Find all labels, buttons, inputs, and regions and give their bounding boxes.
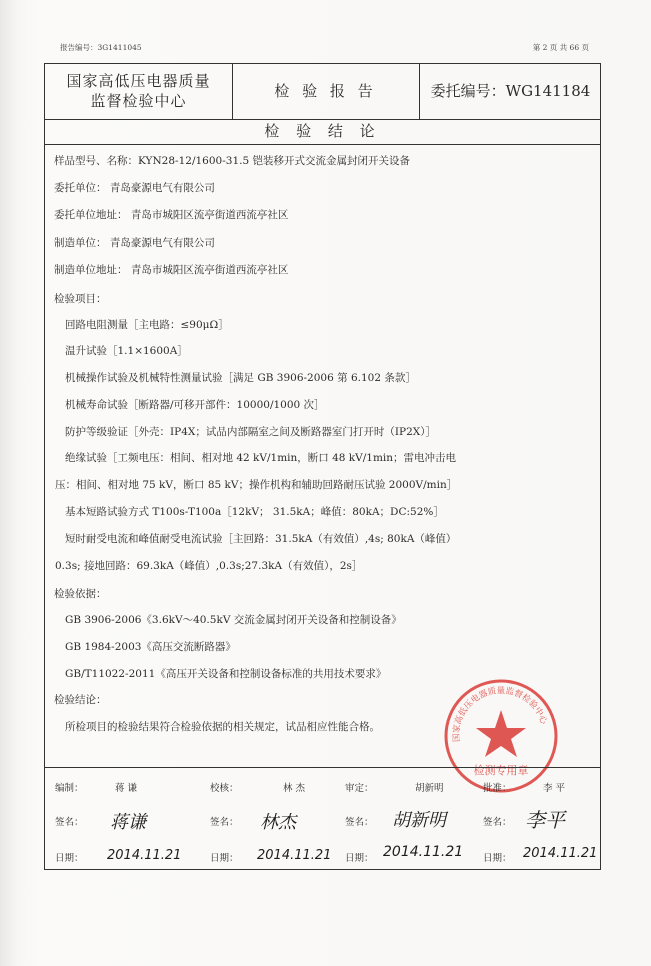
basis-1: GB 3906-2006《3.6kV～40.5kV 交流金属封闭开关设备和控制设备》 [65,614,402,626]
signature-block [45,767,600,872]
conclusion-text: 所检项目的检验结果符合检验依据的相关规定，试品相应性能合格。 [65,721,380,733]
maker-address-line: 制造单位地址： 青岛市城阳区流亭街道西流亭社区 [54,264,289,276]
item-withstand-1: 短时耐受电流和峰值耐受电流试验［主回路：31.5kA（有效值）,4s; 80kA（峰值） [65,533,457,545]
handwritten-signature-3: 胡新明 [392,810,446,831]
sign-label-3: 签名： [345,817,374,828]
date-label-4: 日期： [483,853,512,864]
client-address-line: 委托单位地址： 青岛市城阳区流亭街道西流亭社区 [54,209,289,221]
compile-name: 蒋 谦 [115,783,138,794]
proof-name: 林 杰 [283,783,306,794]
stamp-label: 检测专用章 [473,764,529,777]
date-label-3: 日期： [345,853,374,864]
report-number: 报告编号：3G1411045 [60,43,142,52]
items-label: 检验项目： [54,293,107,305]
entrust-number: 委托编号：WG141184 [430,82,591,100]
item-short-circuit: 基本短路试验方式 T100s-T100a［12kV； 31.5kA；峰值：80kA；DC:52%］ [65,506,444,518]
sample-line: 样品型号、名称：KYN28-12/1600-31.5 铠装移开式交流金属封闭开关设备 [54,155,410,167]
report-frame [44,63,601,870]
approve-label: 批准： [483,783,512,794]
item-insulation-2: 压：相间、相对地 75 kV，断口 85 kV；操作机构和辅助回路耐压试验 2000V/min］ [55,479,458,491]
org-line2: 监督检验中心 [90,92,187,110]
org-line1: 国家高低压电器质量 [66,72,211,90]
compile-label: 编制： [55,783,84,794]
handwritten-signature-1: 蒋谦 [110,812,146,833]
review-label: 审定： [345,783,374,794]
sign-label-4: 签名： [483,817,512,828]
proof-label: 校核： [210,783,239,794]
stamp-org-text: 国家高低压电器质量监督检验中心 [451,686,549,743]
basis-3: GB/T11022-2011《高压开关设备和控制设备标准的共用技术要求》 [65,668,387,680]
handwritten-date-2: 2014.11.21 [257,848,332,863]
item-insulation-1: 绝缘试验［工频电压：相间、相对地 42 kV/1min，断口 48 kV/1min；雷电冲击电 [65,452,457,464]
report-title: 检 验 报 告 [232,64,420,119]
star-icon [476,710,526,757]
maker-line: 制造单位： 青岛豪源电气有限公司 [54,237,215,249]
item-mechanical-life: 机械寿命试验［断路器/可移开部件：10000/1000 次］ [65,399,325,411]
page-indicator: 第 2 页 共 66 页 [532,43,589,52]
handwritten-date-1: 2014.11.21 [107,848,182,863]
review-name: 胡新明 [415,783,444,794]
conclusion-label: 检验结论： [54,694,107,706]
item-protection: 防护等级验证［外壳：IP4X；试品内部隔室之间及断路器室门打开时（IP2X）］ [65,426,436,438]
handwritten-date-3: 2014.11.21 [383,844,464,860]
handwritten-signature-4: 李平 [525,808,565,832]
approve-name: 李 平 [543,783,566,794]
section-title: 检 验 结 论 [45,119,600,145]
basis-label: 检验依据： [54,588,107,600]
item-temperature: 温升试验［1.1×1600A］ [65,345,188,357]
issuing-org [45,64,233,119]
report-header [45,64,600,120]
sign-label-2: 签名： [210,817,239,828]
date-label-1: 日期： [55,853,84,864]
basis-2: GB 1984-2003《高压交流断路器》 [65,641,236,653]
client-line: 委托单位： 青岛豪源电气有限公司 [54,182,215,194]
handwritten-signature-2: 林杰 [260,812,296,833]
item-resistance: 回路电阻测量［主电路：≤90μΩ］ [65,319,229,331]
item-withstand-2: 0.3s; 接地回路：69.3kA（峰值）,0.3s;27.3kA（有效值），2s］ [55,560,363,572]
handwritten-date-4: 2014.11.21 [523,846,598,861]
sign-label-1: 签名： [55,817,84,828]
date-label-2: 日期： [210,853,239,864]
item-mechanical-operation: 机械操作试验及机械特性测量试验［满足 GB 3906-2006 第 6.102 条款］ [65,372,416,384]
